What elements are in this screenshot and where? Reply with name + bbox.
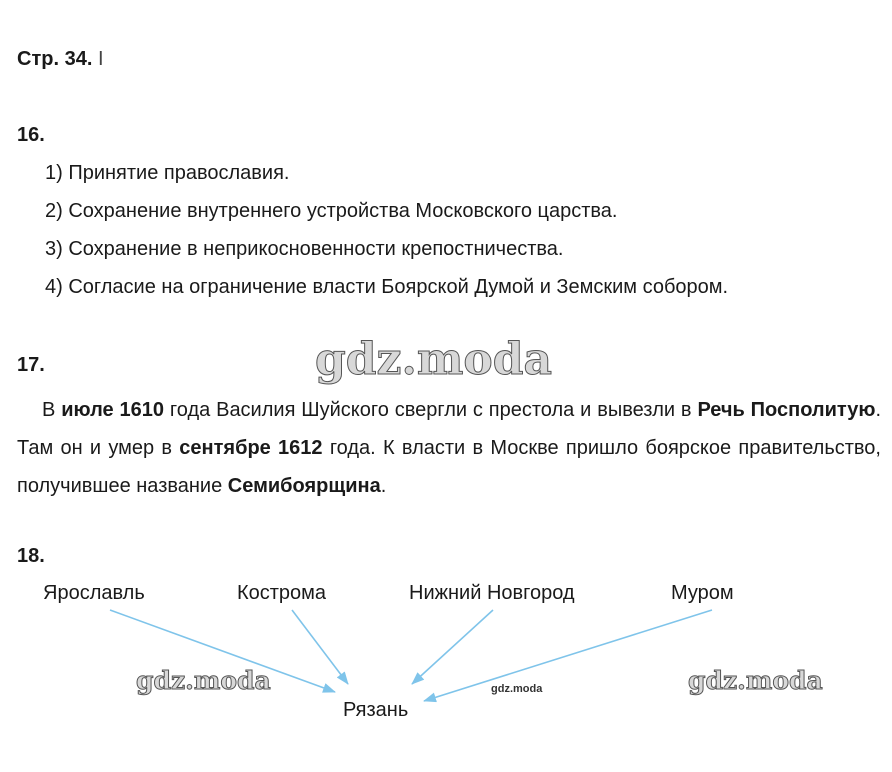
- city-ryazan: Рязань: [343, 699, 409, 721]
- city-kostroma: Кострома: [237, 582, 327, 604]
- city-murom: Муром: [671, 582, 734, 604]
- task-16-number: 16.: [17, 124, 45, 146]
- page-number: Стр. 34.: [17, 48, 93, 70]
- watermark-right: gdz.moda: [688, 666, 823, 695]
- watermark-left: gdz.moda: [136, 666, 271, 695]
- task-16-item-4: 4) Согласие на ограничение власти Боярской Думой и Земским собором.: [45, 276, 729, 298]
- task-16-item-1: 1) Принятие православия.: [45, 162, 290, 184]
- task-18-number: 18.: [17, 545, 45, 567]
- task-16-item-3: 3) Сохранение в неприкосновенности крепостничества.: [45, 238, 564, 260]
- watermark-small: gdz.moda: [491, 683, 543, 695]
- task-17-number: 17.: [17, 354, 45, 376]
- arrow-murom-ryazan: [424, 610, 712, 701]
- city-nizhny-novgorod: Нижний Новгород: [409, 582, 575, 604]
- watermark-large: gdz.moda: [315, 334, 553, 385]
- city-yaroslavl: Ярославль: [43, 582, 145, 604]
- text-cursor: I: [97, 48, 104, 70]
- arrow-kostroma-ryazan: [292, 610, 348, 684]
- task-16-item-2: 2) Сохранение внутреннего устройства Московского царства.: [45, 200, 618, 222]
- arrow-nizhny-ryazan: [412, 610, 493, 684]
- task-17-paragraph: В июле 1610 года Василия Шуйского свергли с престола и вывезли в Речь Посполитую. Там он и умер в сентябре 1612 года. К власти в Москве пришло боярское правительство, получившее название Семибоярщина.: [17, 399, 881, 497]
